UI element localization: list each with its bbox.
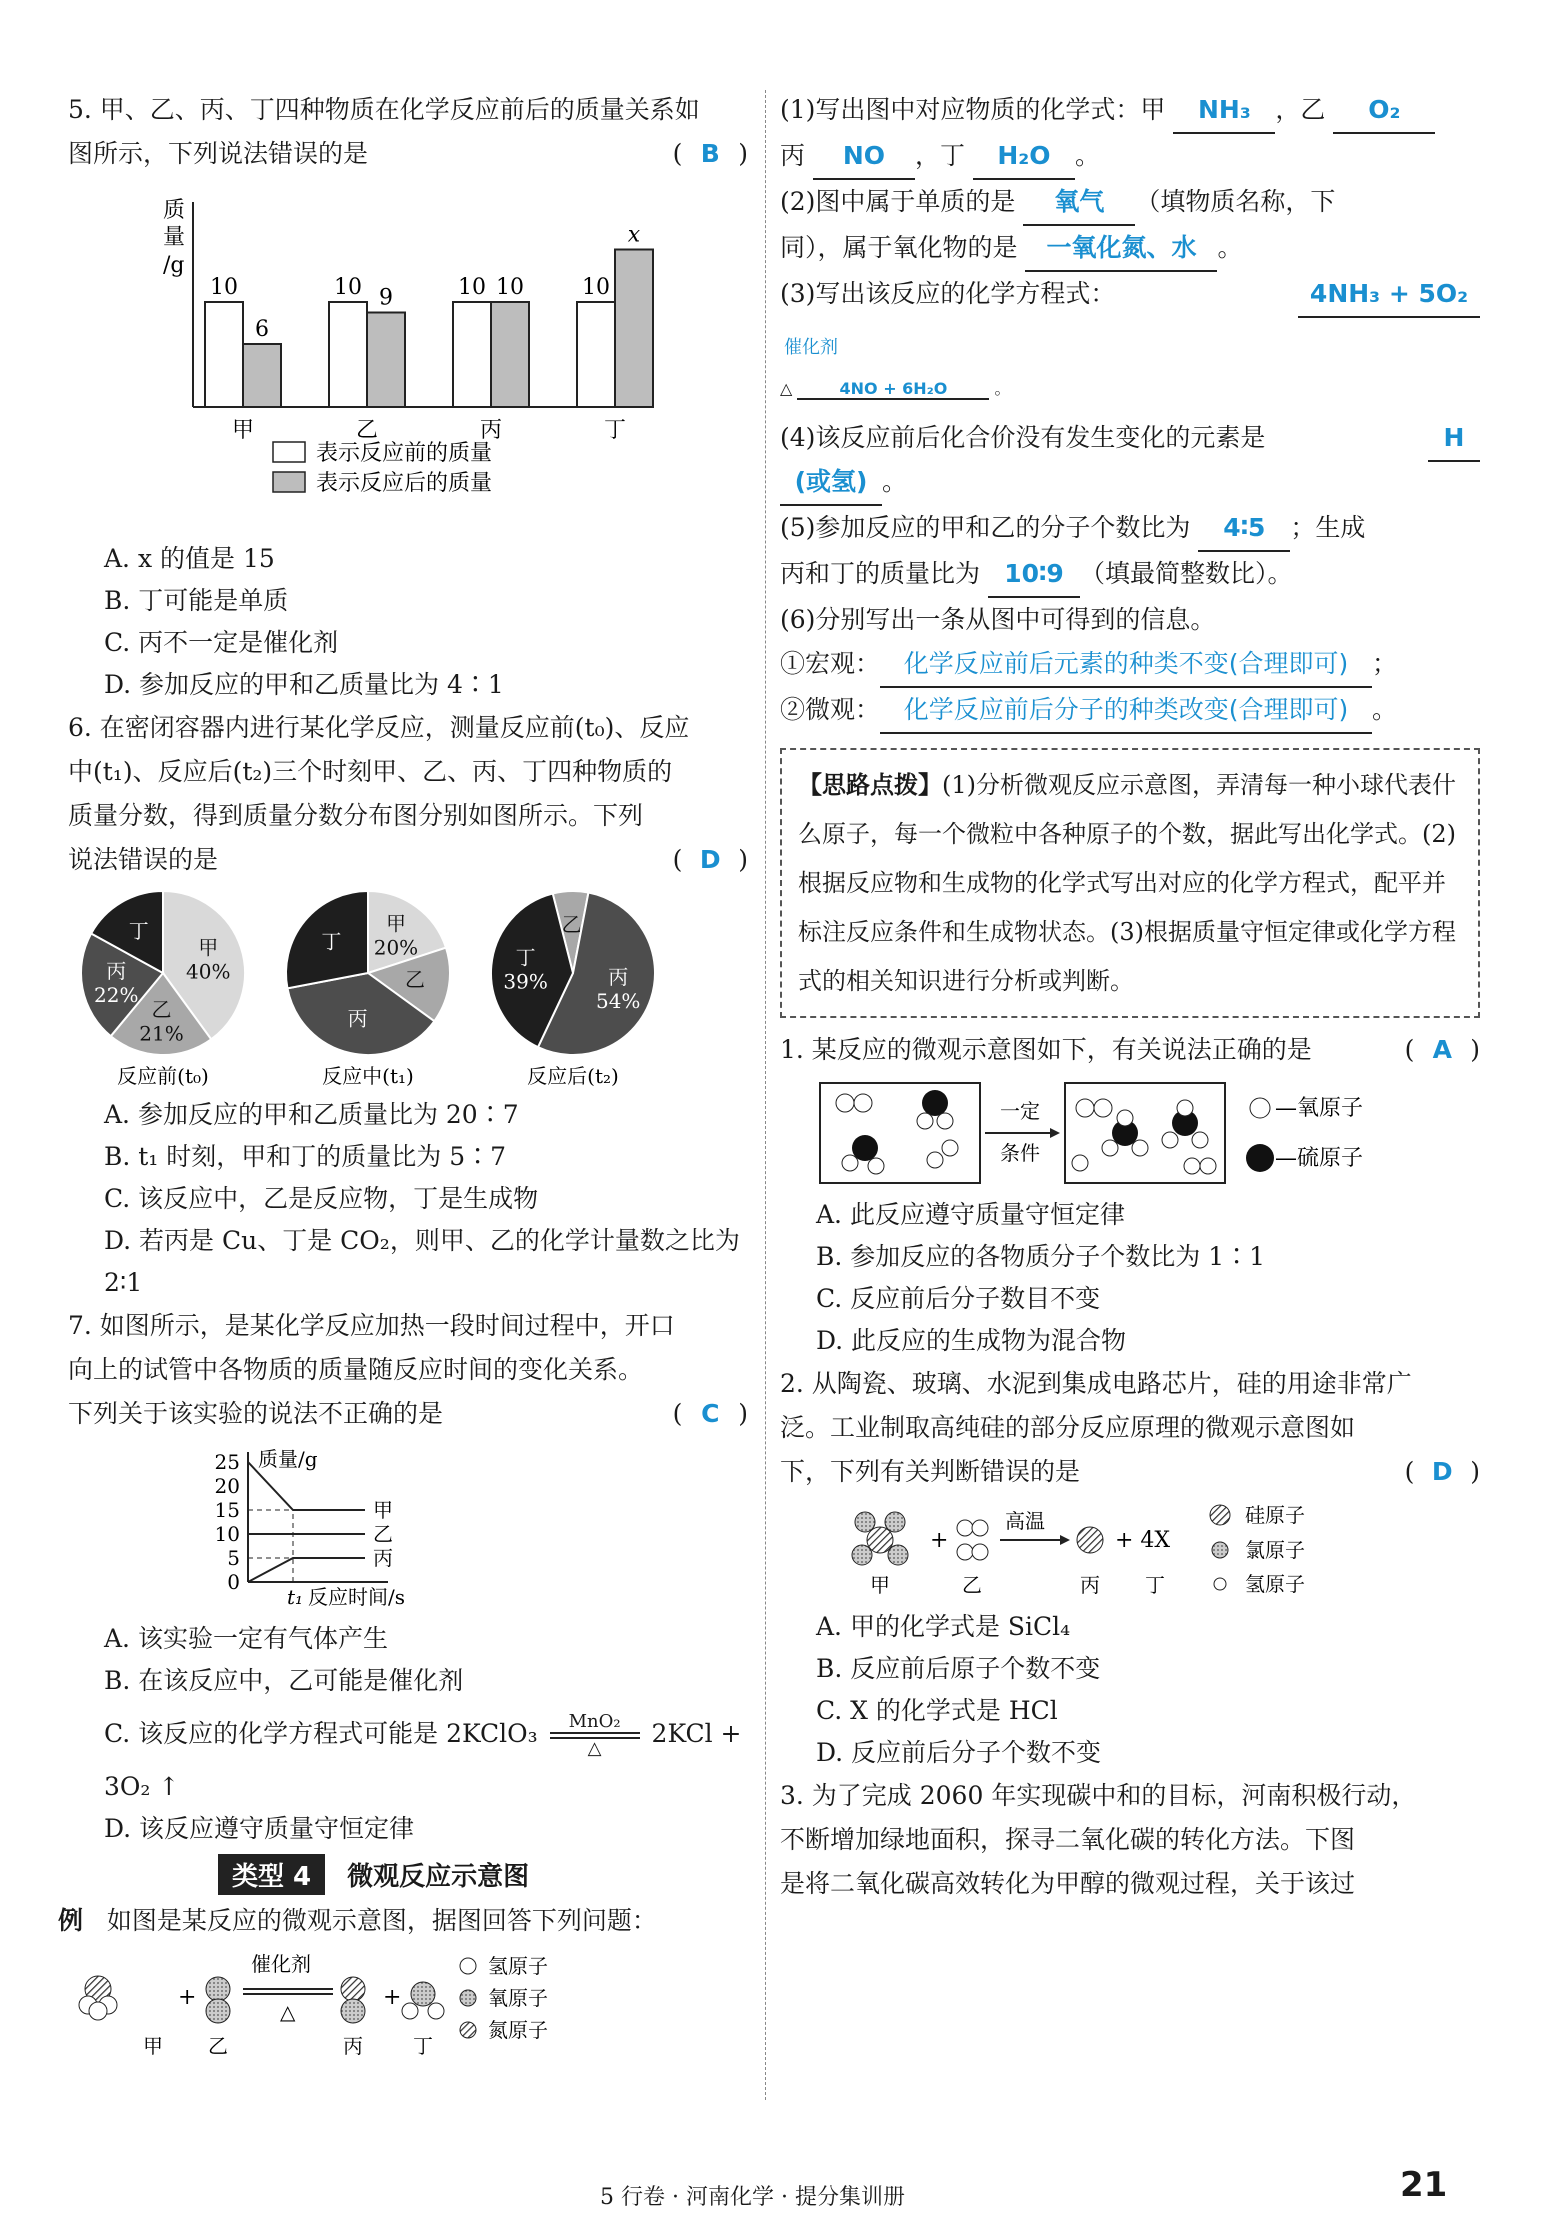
- ex-p1-text-a: (1)写出图中对应物质的化学式：甲: [780, 95, 1166, 124]
- bar-value-label: 10: [582, 275, 610, 300]
- left-column: [58, 88, 748, 2065]
- pie-slice-label: 丁: [515, 945, 536, 970]
- r1-arrow-bottom: 条件: [1000, 1141, 1040, 1165]
- q7-optc-cond: △: [587, 1738, 602, 1759]
- r2-plus-x: + 4X: [1115, 1528, 1171, 1553]
- bar-value-label: 9: [379, 285, 393, 311]
- question-7: 7. 如图所示，是某化学反应加热一段时间过程中，开口 向上的试管中各物质的质量随反应时间的变化关系。 下列关于该实验的说法不正确的是 ( C ) 质量/g 反应时间/s 0 5 10 15 20 25 t₁ 甲 乙 丙 A. 该实验一定有气体产生 B. 在该反应中，乙可能是催化剂 C. 该反应的化学方程式可能是 2KClO₃ MnO₂ △ 2KCl + 3O₂ ↑ D. 该反应遵守质量守恒定律: [68, 1304, 748, 1850]
- bar-category-label: 丙: [479, 418, 503, 443]
- q6-stem-line4: 说法错误的是: [68, 845, 219, 874]
- bar-legend-label: 表示反应后的质量: [316, 471, 493, 496]
- answer-ding: H₂O: [973, 134, 1075, 180]
- r2-legend: [1210, 1503, 1305, 1596]
- example-stem-line: [58, 1899, 748, 1943]
- r2-legend-hydrogen: 氢原子: [1245, 1572, 1305, 1596]
- bar-category-label: 乙: [355, 418, 379, 443]
- line-x-label: 反应时间/s: [308, 1585, 406, 1609]
- ex-part6: (6)分别写出一条从图中可得到的信息。: [780, 605, 1216, 634]
- r2-molecule-bing: [1077, 1527, 1103, 1553]
- column-divider: [765, 90, 767, 2100]
- ex-part5: [780, 506, 1480, 552]
- practice-question-1: 1. 某反应的微观示意图如下，有关说法正确的是 ( A ) 一定 条件 —氧原子 —硫原子 A. 此反应遵守质量守恒定律 B. 参加反应的各物质分子个数比为 1∶1 C. 反应前后分子数目不变 D. 此反应的生成物为混合物: [780, 1028, 1480, 1362]
- line-series-label: 甲: [373, 1498, 393, 1522]
- legend-swatch: [273, 442, 305, 462]
- q6-option-c: C. 该反应中，乙是反应物，丁是生成物: [104, 1184, 539, 1213]
- r1-option-c: C. 反应前后分子数目不变: [816, 1284, 1101, 1313]
- pie-slice-label: 丙: [106, 958, 127, 983]
- example-molecule-yi: [206, 1977, 230, 2023]
- q5-bar-chart: [68, 182, 748, 532]
- r1-option-b: B. 参加反应的各物质分子个数比为 1∶1: [816, 1242, 1266, 1271]
- pie-slice-label: 乙: [151, 997, 172, 1022]
- question-5: 5. 甲、乙、丙、丁四种物质在化学反应前后的质量关系如 图所示，下列说法错误的是 ( B ) 质 量 /g 10 6 甲 10 9 乙 10 10 丙 10 x 丁 表示反应前的质量 表示反应后的质量 A. x 的值是 15 B. 丁可能是单质 C. 丙不一定是催化剂 D. 参加反应的甲和乙质量比为 4∶1: [68, 88, 748, 706]
- ex-part3-cont: [780, 316, 1480, 376]
- example-arrow: [243, 1952, 333, 2024]
- q7-option-d: D. 该反应遵守质量守恒定律: [104, 1814, 415, 1843]
- example-label-jia: 甲: [143, 2034, 163, 2058]
- bar-category-label: 甲: [231, 418, 255, 443]
- r2-molecule-yi: [957, 1520, 988, 1560]
- answer-equation-right: 4NO + 6H₂O: [797, 379, 989, 400]
- r3-stem-line3: 是将二氧化碳高效转化为甲醇的微观过程，关于该过: [780, 1869, 1356, 1898]
- pie-slice-label: 丙: [347, 1006, 368, 1031]
- answer-yi: O₂: [1333, 88, 1435, 134]
- q6-option-b: B. t₁ 时刻，甲和丁的质量比为 5∶7: [104, 1142, 507, 1171]
- answer-bing: NO: [813, 134, 915, 180]
- page-footer: 5 行卷 · 河南化学 · 提分集训册: [600, 2185, 905, 2210]
- right-column: [780, 88, 1480, 1906]
- example-molecule-ding: [402, 1982, 444, 2019]
- answer-eq-catalyst: 催化剂: [784, 336, 838, 358]
- ex-part1: [780, 88, 1480, 134]
- answer-micro: 化学反应前后分子的种类改变(合理即可): [880, 688, 1372, 734]
- q7-stem-line2: 向上的试管中各物质的质量随反应时间的变化关系。: [68, 1355, 644, 1384]
- answer-element: 氧气: [1023, 180, 1135, 226]
- ex-part1-cont: [780, 134, 1480, 180]
- q5-answer: B: [700, 139, 720, 168]
- ex-p6-period: 。: [1372, 695, 1398, 724]
- bar-value-label: 10: [496, 275, 524, 300]
- q7-stem-line1: 7. 如图所示，是某化学反应加热一段时间过程中，开口: [68, 1311, 675, 1340]
- tip-heading: 【思路点拨】: [798, 770, 942, 799]
- r1-option-a: A. 此反应遵守质量守恒定律: [816, 1200, 1125, 1229]
- example-label-ding: 丁: [413, 2034, 433, 2058]
- q7-option-c: [68, 1702, 748, 1766]
- line-series-丙: [248, 1558, 365, 1582]
- ex-part6-micro: [780, 688, 1480, 734]
- bar-甲-after: [243, 344, 281, 407]
- example-stem: 如图是某反应的微观示意图，据图回答下列问题：: [106, 1906, 657, 1935]
- answer-ratio-molecules: 4∶5: [1198, 506, 1290, 552]
- ex-p3-text-a: (3)写出该反应的化学方程式：: [780, 279, 1116, 308]
- ex-p2-text-c: 同），属于氧化物的是: [780, 233, 1018, 262]
- ex-p1-text-b: ，乙: [1275, 95, 1326, 124]
- line-y-tick: 15: [214, 1498, 240, 1522]
- type-4-badge: 类型 4: [218, 1854, 325, 1895]
- example-arrow-cond: △: [280, 2000, 296, 2024]
- bar-y-label-3: /g: [163, 253, 185, 278]
- bar-value-label: 10: [334, 275, 362, 300]
- q5-options: [68, 538, 748, 706]
- svg-text:+: +: [930, 1528, 949, 1553]
- bar-value-label: 6: [255, 317, 269, 342]
- line-y-tick: 10: [214, 1522, 240, 1546]
- example-legend: [460, 1954, 548, 2042]
- r3-stem-line2: 不断增加绿地面积，探寻二氧化碳的转化方法。下图: [780, 1825, 1356, 1854]
- ex-p6-micro-label: ②微观：: [780, 695, 881, 724]
- pie-slice-label: 丁: [128, 919, 149, 944]
- r2-legend-silicon: 硅原子: [1245, 1503, 1305, 1527]
- bar-value-label: x: [627, 222, 641, 248]
- ex-p2-text-d: 。: [1217, 233, 1243, 262]
- ex-part5-cont: [780, 552, 1480, 598]
- question-6: 6. 在密闭容器内进行某化学反应，测量反应前(t₀)、反应 中(t₁)、反应后(t₂)三个时刻甲、乙、丙、丁四种物质的 质量分数，得到质量分数分布图分别如图所示。下列 说法错误的是 ( D ) 甲 40% 乙 21% 丙 22% 丁 反应前(t₀) 甲 20% 乙 丙 丁 反应中(t₁) 乙 丙 54% 丁 39% 反应后(t₂) A. 参加反应的甲和乙质量比为 20∶7 B. t₁ 时刻，甲和丁的质量比为 5∶7 C. 该反应中，乙是反应物，丁是生成物 D. 若丙是 Cu、丁是 CO₂，则甲、乙的化学计量数之比为 2∶1: [68, 706, 748, 1304]
- r2-label-ding: 丁: [1145, 1573, 1165, 1597]
- pie-slice-percent: 22%: [94, 982, 139, 1007]
- bar-legend-label: 表示反应前的质量: [316, 441, 493, 466]
- q7-stem-line3: 下列关于该实验的说法不正确的是: [68, 1399, 444, 1428]
- q7-line-chart: [68, 1442, 748, 1612]
- pie-slice-percent: 54%: [595, 988, 641, 1013]
- ex-p6-macro-label: ①宏观：: [780, 649, 881, 678]
- pie-title: 反应后(t₂): [527, 1064, 619, 1088]
- q6-pie-charts: [68, 888, 748, 1088]
- q7-answer: C: [701, 1399, 720, 1428]
- example-molecule-bing: [341, 1977, 365, 2023]
- example-label-yi: 乙: [208, 2034, 228, 2058]
- line-y-tick: 25: [214, 1450, 240, 1474]
- legend-swatch: [273, 472, 305, 492]
- solution-tip-box: [780, 748, 1480, 1018]
- type-4-title: 微观反应示意图: [347, 1862, 530, 1892]
- bar-甲-before: [205, 302, 243, 407]
- q6-stem-line1: 6. 在密闭容器内进行某化学反应，测量反应前(t₀)、反应: [68, 713, 690, 742]
- ex-p2-text-a: (2)图中属于单质的是: [780, 187, 1016, 216]
- bar-value-label: 10: [210, 275, 238, 300]
- pie-slice-percent: 21%: [139, 1021, 184, 1046]
- line-series-label: 乙: [373, 1522, 393, 1546]
- q5-option-d: D. 参加反应的甲和乙质量比为 4∶1: [104, 670, 504, 699]
- bar-category-label: 丁: [603, 418, 627, 443]
- q7-optc-post: 2KCl +: [651, 1719, 742, 1748]
- pie-slice-label: 乙: [404, 967, 425, 992]
- line-y-tick: 0: [227, 1570, 240, 1594]
- line-y-tick: 5: [227, 1546, 240, 1570]
- bar-丁-after: [615, 250, 653, 408]
- ex-p1-text-c: 丙: [780, 141, 806, 170]
- answer-macro: 化学反应前后元素的种类不变(合理即可): [880, 642, 1372, 688]
- answer-unchanged-element: H: [1428, 416, 1480, 462]
- r2-option-b: B. 反应前后原子个数不变: [816, 1654, 1101, 1683]
- r1-arrow-top: 一定: [1000, 1099, 1040, 1123]
- practice-question-2: 2. 从陶瓷、玻璃、水泥到集成电路芯片，硅的用途非常广 泛。工业制取高纯硅的部分反应原理的微观示意图如 下，下列有关判断错误的是 ( D ) + 高温 + 4X 甲 乙 丙 丁 硅原子 氯原子 氢原子 A. 甲的化学式是 SiCl₄ B. 反应前后原子个数不变 C. X 的化学式是 HCl D. 反应前后分子个数不变: [780, 1362, 1480, 1774]
- q6-option-a: A. 参加反应的甲和乙质量比为 20∶7: [104, 1100, 519, 1129]
- r2-label-yi: 乙: [962, 1573, 982, 1597]
- legend-oxygen: 氧原子: [488, 1986, 548, 2010]
- bar-y-label-1: 质: [163, 198, 186, 223]
- pie-slice-label: 丙: [608, 964, 629, 989]
- r1-stem: 1. 某反应的微观示意图如下，有关说法正确的是: [780, 1035, 1312, 1064]
- pie-slice-percent: 39%: [503, 969, 548, 994]
- ex-part4: [780, 416, 1480, 460]
- answer-oxide: 一氧化氮、水: [1025, 226, 1217, 272]
- answer-eq-cond: △: [780, 379, 793, 398]
- ex-p4-text-a: (4)该反应前后化合价没有发生变化的元素是: [780, 423, 1266, 452]
- ex-p1-text-d: ，丁: [914, 141, 965, 170]
- pie-slice-label: 甲: [385, 911, 406, 936]
- r1-micro-diagram: [780, 1078, 1480, 1188]
- q6-options: [68, 1094, 748, 1304]
- practice-question-3: [780, 1774, 1480, 1906]
- q5-option-b: B. 丁可能是单质: [104, 586, 289, 615]
- pie-slice-label: 甲: [198, 935, 219, 960]
- ex-p2-text-b: （填物质名称，下: [1135, 187, 1336, 216]
- bar-丁-before: [577, 302, 615, 407]
- line-x-tick: t₁: [287, 1585, 304, 1609]
- example-label-bing: 丙: [343, 2034, 363, 2058]
- r2-answer: D: [1431, 1457, 1453, 1486]
- r2-micro-diagram: [780, 1500, 1480, 1600]
- q6-answer: D: [699, 845, 721, 874]
- ex-p6-semicolon: ；: [1372, 649, 1398, 678]
- legend-hydrogen: 氢原子: [488, 1954, 548, 1978]
- example-label: 例: [58, 1906, 84, 1935]
- ex-part2: [780, 180, 1480, 226]
- q7-optc-catalyst: MnO₂: [568, 1711, 621, 1732]
- r2-arrow-label: 高温: [1005, 1509, 1045, 1533]
- ex-p5-text-a: (5)参加反应的甲和乙的分子个数比为: [780, 513, 1191, 542]
- example-molecule-jia: [79, 1976, 117, 2020]
- pie-title: 反应中(t₁): [322, 1064, 414, 1088]
- page-number: 21: [1400, 2165, 1448, 2205]
- answer-unchanged-element-cont: (或氢): [780, 460, 882, 506]
- r2-option-a: A. 甲的化学式是 SiCl₄: [816, 1612, 1071, 1641]
- type-4-heading: [218, 1854, 748, 1895]
- q6-option-d-cont: 2∶1: [104, 1268, 143, 1297]
- q6-stem-line2: 中(t₁)、反应后(t₂)三个时刻甲、乙、丙、丁四种物质的: [68, 757, 673, 786]
- example-micro-diagram: [68, 1949, 748, 2059]
- q5-option-a: A. x 的值是 15: [104, 544, 275, 573]
- bar-乙-after: [367, 313, 405, 408]
- bar-y-label-2: 量: [163, 225, 186, 250]
- pie-slice-label: 乙: [561, 912, 582, 937]
- ex-part4-cont: [780, 460, 1480, 506]
- pie-slice-percent: 20%: [373, 935, 419, 960]
- r1-legend-sulfur: —硫原子: [1275, 1146, 1364, 1171]
- answer-equation-left: 4NH₃ + 5O₂: [1298, 272, 1480, 318]
- line-y-tick: 20: [214, 1474, 240, 1498]
- line-y-label: 质量/g: [258, 1447, 318, 1471]
- r1-option-d: D. 此反应的生成物为混合物: [816, 1326, 1127, 1355]
- q5-option-c: C. 丙不一定是催化剂: [104, 628, 339, 657]
- r1-legend-oxygen: —氧原子: [1275, 1096, 1364, 1121]
- tip-text: (1)分析微观反应示意图，弄清每一种小球代表什么原子，每一个微粒中各种原子的个数，据此写出化学式。(2)根据反应物和生成物的化学式写出对应的化学方程式，配平并标注反应条件和生成物状态。(3)根据质量守恒定律或化学方程式的相关知识进行分析或判断。: [798, 771, 1456, 995]
- q6-option-d: D. 若丙是 Cu、丁是 CO₂，则甲、乙的化学计量数之比为: [104, 1226, 740, 1255]
- ex-p5-text-d: （填最简整数比）。: [1079, 559, 1293, 588]
- svg-text:+: +: [178, 1985, 197, 2010]
- q7-option-b: B. 在该反应中，乙可能是催化剂: [104, 1666, 464, 1695]
- bar-丙-before: [453, 302, 491, 407]
- r2-label-jia: 甲: [870, 1573, 890, 1597]
- r1-answer: A: [1432, 1035, 1452, 1064]
- r2-option-d: D. 反应前后分子个数不变: [816, 1738, 1102, 1767]
- q5-stem-line2: 图所示，下列说法错误的是: [68, 139, 369, 168]
- q7-options: [68, 1618, 748, 1850]
- r2-stem-line1: 2. 从陶瓷、玻璃、水泥到集成电路芯片，硅的用途非常广: [780, 1369, 1412, 1398]
- bar-乙-before: [329, 302, 367, 407]
- q5-stem-line1: 5. 甲、乙、丙、丁四种物质在化学反应前后的质量关系如: [68, 95, 700, 124]
- r2-stem-line3: 下，下列有关判断错误的是: [780, 1457, 1081, 1486]
- pie-slice-percent: 40%: [186, 959, 231, 984]
- r2-option-c: C. X 的化学式是 HCl: [816, 1696, 1058, 1725]
- ex-p5-text-b: ；生成: [1290, 513, 1366, 542]
- r3-stem-line1: 3. 为了完成 2060 年实现碳中和的目标，河南积极行动，: [780, 1781, 1417, 1810]
- ex-part3: [780, 272, 1480, 316]
- legend-nitrogen: 氮原子: [488, 2018, 548, 2042]
- q7-optc-pre: C. 该反应的化学方程式可能是 2KClO₃: [104, 1719, 538, 1748]
- ex-p4-end: 。: [882, 467, 908, 496]
- example-arrow-label: 催化剂: [251, 1952, 311, 1976]
- r2-legend-chlorine: 氯原子: [1245, 1538, 1305, 1562]
- answer-ratio-mass: 10∶9: [988, 552, 1080, 598]
- answer-equation-arrow: [784, 338, 838, 358]
- r2-molecule-jia: [852, 1512, 908, 1565]
- q6-stem-line3: 质量分数，得到质量分数分布图分别如图所示。下列: [68, 801, 644, 830]
- q7-option-a: A. 该实验一定有气体产生: [104, 1624, 388, 1653]
- ex-p5-text-c: 丙和丁的质量比为: [780, 559, 981, 588]
- pie-slice-label: 丁: [321, 929, 342, 954]
- q7-optc-arrow: [550, 1712, 640, 1759]
- bar-value-label: 10: [458, 275, 486, 300]
- ex-p1-text-e: 。: [1074, 141, 1100, 170]
- answer-jia: NH₃: [1173, 88, 1275, 134]
- bar-丙-after: [491, 302, 529, 407]
- svg-text:+: +: [383, 1985, 402, 2010]
- q7-option-c-cont: 3O₂ ↑: [104, 1772, 180, 1801]
- line-series-label: 丙: [373, 1546, 393, 1570]
- r2-label-bing: 丙: [1080, 1573, 1100, 1597]
- ex-part6-macro: [780, 642, 1480, 688]
- pie-title: 反应前(t₀): [117, 1064, 209, 1088]
- r2-stem-line2: 泛。工业制取高纯硅的部分反应原理的微观示意图如: [780, 1413, 1356, 1442]
- ex-part2-cont: [780, 226, 1480, 272]
- ex-p3-end: 。: [994, 379, 1011, 398]
